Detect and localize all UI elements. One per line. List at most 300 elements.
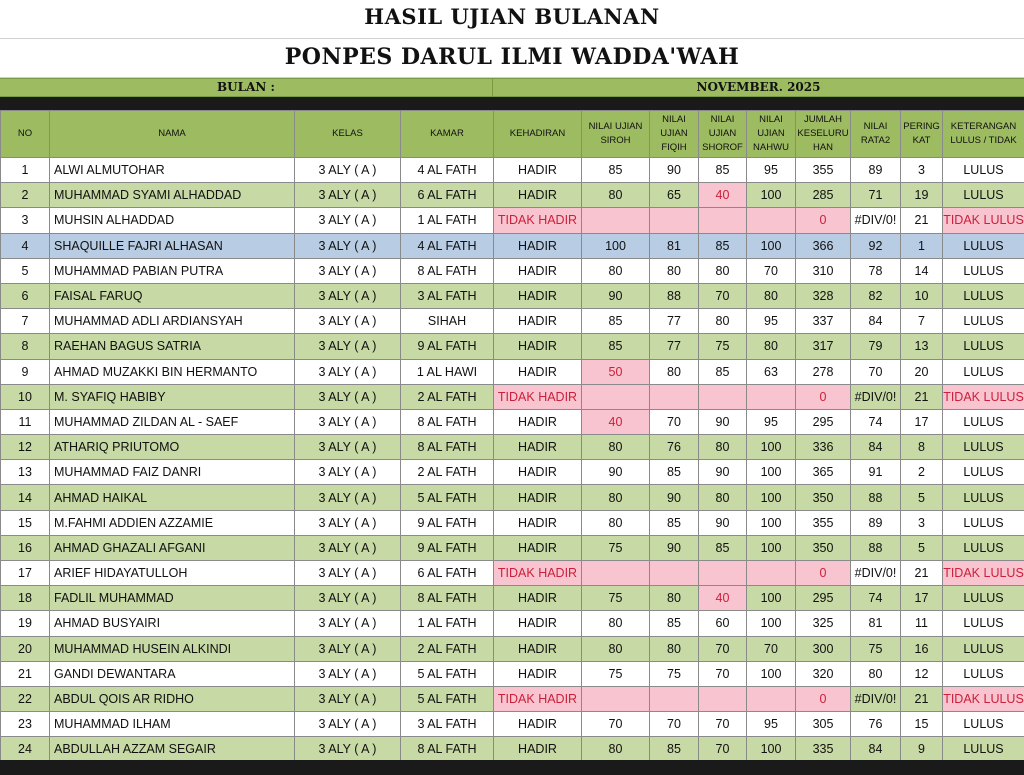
cell-kehadiran[interactable]: HADIR — [494, 636, 582, 661]
cell-no[interactable]: 23 — [1, 712, 50, 737]
cell-jumlah[interactable]: 295 — [796, 586, 851, 611]
cell-nahwu[interactable]: 100 — [747, 510, 796, 535]
cell-keterangan[interactable]: LULUS — [943, 183, 1024, 208]
cell-jumlah[interactable]: 355 — [796, 510, 851, 535]
cell-siroh[interactable]: 100 — [582, 233, 650, 258]
cell-shorof[interactable]: 85 — [699, 233, 747, 258]
cell-keterangan[interactable]: LULUS — [943, 258, 1024, 283]
cell-nama[interactable]: FAISAL FARUQ — [50, 283, 295, 308]
cell-nahwu[interactable] — [747, 384, 796, 409]
cell-shorof[interactable]: 40 — [699, 183, 747, 208]
cell-no[interactable]: 18 — [1, 586, 50, 611]
cell-fiqih[interactable]: 70 — [650, 409, 699, 434]
cell-nama[interactable]: M.FAHMI ADDIEN AZZAMIE — [50, 510, 295, 535]
cell-nama[interactable]: MUHAMMAD HUSEIN ALKINDI — [50, 636, 295, 661]
cell-keterangan[interactable]: LULUS — [943, 737, 1024, 762]
cell-fiqih[interactable]: 77 — [650, 334, 699, 359]
cell-kamar[interactable]: 2 AL FATH — [401, 636, 494, 661]
cell-siroh[interactable]: 80 — [582, 183, 650, 208]
cell-nama[interactable]: AHMAD BUSYAIRI — [50, 611, 295, 636]
cell-jumlah[interactable]: 366 — [796, 233, 851, 258]
cell-kehadiran[interactable]: HADIR — [494, 309, 582, 334]
cell-nama[interactable]: MUHAMMAD SYAMI ALHADDAD — [50, 183, 295, 208]
cell-nama[interactable]: MUHAMMAD ADLI ARDIANSYAH — [50, 309, 295, 334]
cell-no[interactable]: 5 — [1, 258, 50, 283]
cell-nahwu[interactable] — [747, 561, 796, 586]
cell-kelas[interactable]: 3 ALY ( A ) — [295, 712, 401, 737]
cell-fiqih[interactable]: 90 — [650, 485, 699, 510]
cell-siroh[interactable]: 85 — [582, 309, 650, 334]
cell-nama[interactable]: AHMAD HAIKAL — [50, 485, 295, 510]
cell-rata2[interactable]: 92 — [851, 233, 901, 258]
cell-keterangan[interactable]: LULUS — [943, 611, 1024, 636]
cell-siroh[interactable]: 80 — [582, 485, 650, 510]
cell-peringkat[interactable]: 13 — [901, 334, 943, 359]
cell-nahwu[interactable]: 100 — [747, 485, 796, 510]
cell-nama[interactable]: GANDI DEWANTARA — [50, 661, 295, 686]
header-siroh[interactable]: NILAI UJIAN SIROH — [582, 111, 650, 158]
cell-jumlah[interactable]: 0 — [796, 384, 851, 409]
cell-nama[interactable]: M. SYAFIQ HABIBY — [50, 384, 295, 409]
cell-peringkat[interactable]: 12 — [901, 661, 943, 686]
cell-kamar[interactable]: 5 AL FATH — [401, 661, 494, 686]
cell-jumlah[interactable]: 328 — [796, 283, 851, 308]
cell-nama[interactable]: AHMAD MUZAKKI BIN HERMANTO — [50, 359, 295, 384]
cell-keterangan[interactable]: LULUS — [943, 309, 1024, 334]
cell-kehadiran[interactable]: HADIR — [494, 258, 582, 283]
cell-rata2[interactable]: 82 — [851, 283, 901, 308]
cell-jumlah[interactable]: 355 — [796, 158, 851, 183]
cell-nahwu[interactable]: 100 — [747, 661, 796, 686]
cell-kehadiran[interactable]: HADIR — [494, 409, 582, 434]
cell-kelas[interactable]: 3 ALY ( A ) — [295, 208, 401, 233]
cell-nama[interactable]: SHAQUILLE FAJRI ALHASAN — [50, 233, 295, 258]
cell-nama[interactable]: ABDUL QOIS AR RIDHO — [50, 686, 295, 711]
cell-no[interactable]: 22 — [1, 686, 50, 711]
cell-peringkat[interactable]: 11 — [901, 611, 943, 636]
cell-rata2[interactable]: 79 — [851, 334, 901, 359]
cell-kehadiran[interactable]: HADIR — [494, 435, 582, 460]
cell-keterangan[interactable]: LULUS — [943, 712, 1024, 737]
cell-keterangan[interactable]: LULUS — [943, 283, 1024, 308]
cell-peringkat[interactable]: 2 — [901, 460, 943, 485]
cell-shorof[interactable]: 80 — [699, 258, 747, 283]
cell-kehadiran[interactable]: HADIR — [494, 485, 582, 510]
cell-shorof[interactable] — [699, 384, 747, 409]
cell-kelas[interactable]: 3 ALY ( A ) — [295, 586, 401, 611]
cell-kehadiran[interactable]: HADIR — [494, 183, 582, 208]
cell-no[interactable]: 9 — [1, 359, 50, 384]
cell-shorof[interactable]: 85 — [699, 158, 747, 183]
cell-jumlah[interactable]: 335 — [796, 737, 851, 762]
header-kamar[interactable]: KAMAR — [401, 111, 494, 158]
cell-keterangan[interactable]: LULUS — [943, 636, 1024, 661]
cell-fiqih[interactable] — [650, 384, 699, 409]
cell-shorof[interactable]: 85 — [699, 535, 747, 560]
cell-fiqih[interactable] — [650, 208, 699, 233]
cell-nahwu[interactable]: 100 — [747, 183, 796, 208]
cell-peringkat[interactable]: 14 — [901, 258, 943, 283]
cell-fiqih[interactable]: 70 — [650, 712, 699, 737]
cell-kamar[interactable]: 9 AL FATH — [401, 535, 494, 560]
cell-shorof[interactable]: 60 — [699, 611, 747, 636]
cell-kelas[interactable]: 3 ALY ( A ) — [295, 661, 401, 686]
cell-kamar[interactable]: 1 AL FATH — [401, 611, 494, 636]
header-keterangan[interactable]: KETERANGAN LULUS / TIDAK — [943, 111, 1024, 158]
cell-nahwu[interactable]: 95 — [747, 158, 796, 183]
cell-kamar[interactable]: SIHAH — [401, 309, 494, 334]
cell-peringkat[interactable]: 16 — [901, 636, 943, 661]
cell-shorof[interactable]: 80 — [699, 309, 747, 334]
cell-kehadiran[interactable]: HADIR — [494, 611, 582, 636]
cell-siroh[interactable]: 90 — [582, 460, 650, 485]
cell-keterangan[interactable]: LULUS — [943, 233, 1024, 258]
header-peringkat[interactable]: PERING KAT — [901, 111, 943, 158]
cell-peringkat[interactable]: 20 — [901, 359, 943, 384]
cell-kelas[interactable]: 3 ALY ( A ) — [295, 485, 401, 510]
cell-keterangan[interactable]: TIDAK LULUS — [943, 208, 1024, 233]
cell-jumlah[interactable]: 350 — [796, 535, 851, 560]
cell-peringkat[interactable]: 3 — [901, 158, 943, 183]
cell-no[interactable]: 16 — [1, 535, 50, 560]
cell-siroh[interactable] — [582, 561, 650, 586]
cell-kehadiran[interactable]: HADIR — [494, 737, 582, 762]
cell-kamar[interactable]: 6 AL FATH — [401, 561, 494, 586]
cell-kamar[interactable]: 9 AL FATH — [401, 510, 494, 535]
cell-shorof[interactable]: 70 — [699, 636, 747, 661]
cell-keterangan[interactable]: LULUS — [943, 460, 1024, 485]
cell-kelas[interactable]: 3 ALY ( A ) — [295, 510, 401, 535]
cell-keterangan[interactable]: LULUS — [943, 158, 1024, 183]
cell-siroh[interactable]: 80 — [582, 510, 650, 535]
cell-no[interactable]: 13 — [1, 460, 50, 485]
cell-nama[interactable]: FADLIL MUHAMMAD — [50, 586, 295, 611]
cell-jumlah[interactable]: 278 — [796, 359, 851, 384]
cell-no[interactable]: 1 — [1, 158, 50, 183]
cell-peringkat[interactable]: 21 — [901, 384, 943, 409]
cell-nahwu[interactable]: 100 — [747, 535, 796, 560]
cell-kamar[interactable]: 3 AL FATH — [401, 283, 494, 308]
cell-rata2[interactable]: 81 — [851, 611, 901, 636]
cell-kelas[interactable]: 3 ALY ( A ) — [295, 309, 401, 334]
cell-shorof[interactable]: 90 — [699, 460, 747, 485]
cell-siroh[interactable]: 80 — [582, 258, 650, 283]
cell-jumlah[interactable]: 320 — [796, 661, 851, 686]
cell-kamar[interactable]: 2 AL FATH — [401, 384, 494, 409]
cell-shorof[interactable]: 70 — [699, 737, 747, 762]
cell-kamar[interactable]: 8 AL FATH — [401, 409, 494, 434]
cell-peringkat[interactable]: 5 — [901, 535, 943, 560]
cell-peringkat[interactable]: 7 — [901, 309, 943, 334]
cell-kehadiran[interactable]: HADIR — [494, 586, 582, 611]
cell-siroh[interactable]: 40 — [582, 409, 650, 434]
cell-kehadiran[interactable]: HADIR — [494, 359, 582, 384]
header-nama[interactable]: NAMA — [50, 111, 295, 158]
cell-siroh[interactable]: 90 — [582, 283, 650, 308]
cell-rata2[interactable]: 89 — [851, 510, 901, 535]
cell-siroh[interactable] — [582, 208, 650, 233]
cell-jumlah[interactable]: 295 — [796, 409, 851, 434]
cell-no[interactable]: 3 — [1, 208, 50, 233]
cell-keterangan[interactable]: LULUS — [943, 409, 1024, 434]
cell-rata2[interactable]: 78 — [851, 258, 901, 283]
cell-kehadiran[interactable]: HADIR — [494, 661, 582, 686]
header-rata2[interactable]: NILAI RATA2 — [851, 111, 901, 158]
cell-fiqih[interactable]: 80 — [650, 636, 699, 661]
cell-fiqih[interactable]: 80 — [650, 359, 699, 384]
cell-kehadiran[interactable]: HADIR — [494, 535, 582, 560]
cell-kehadiran[interactable]: HADIR — [494, 510, 582, 535]
cell-no[interactable]: 11 — [1, 409, 50, 434]
cell-nahwu[interactable] — [747, 208, 796, 233]
cell-rata2[interactable]: 70 — [851, 359, 901, 384]
cell-no[interactable]: 4 — [1, 233, 50, 258]
cell-kamar[interactable]: 3 AL FATH — [401, 712, 494, 737]
cell-fiqih[interactable]: 80 — [650, 258, 699, 283]
cell-nama[interactable]: MUHAMMAD ILHAM — [50, 712, 295, 737]
cell-rata2[interactable]: #DIV/0! — [851, 561, 901, 586]
cell-no[interactable]: 19 — [1, 611, 50, 636]
cell-no[interactable]: 8 — [1, 334, 50, 359]
cell-rata2[interactable]: 84 — [851, 435, 901, 460]
cell-peringkat[interactable]: 1 — [901, 233, 943, 258]
cell-kehadiran[interactable]: TIDAK HADIR — [494, 561, 582, 586]
cell-jumlah[interactable]: 285 — [796, 183, 851, 208]
cell-kehadiran[interactable]: TIDAK HADIR — [494, 384, 582, 409]
cell-shorof[interactable]: 80 — [699, 435, 747, 460]
cell-fiqih[interactable]: 65 — [650, 183, 699, 208]
cell-rata2[interactable]: #DIV/0! — [851, 686, 901, 711]
cell-kehadiran[interactable]: HADIR — [494, 460, 582, 485]
cell-shorof[interactable]: 40 — [699, 586, 747, 611]
cell-shorof[interactable]: 70 — [699, 712, 747, 737]
cell-keterangan[interactable]: LULUS — [943, 334, 1024, 359]
cell-no[interactable]: 6 — [1, 283, 50, 308]
cell-siroh[interactable]: 85 — [582, 158, 650, 183]
cell-kehadiran[interactable]: HADIR — [494, 712, 582, 737]
cell-keterangan[interactable]: TIDAK LULUS — [943, 561, 1024, 586]
cell-rata2[interactable]: 89 — [851, 158, 901, 183]
cell-siroh[interactable]: 75 — [582, 661, 650, 686]
header-kelas[interactable]: KELAS — [295, 111, 401, 158]
cell-rata2[interactable]: #DIV/0! — [851, 384, 901, 409]
cell-no[interactable]: 20 — [1, 636, 50, 661]
cell-keterangan[interactable]: LULUS — [943, 359, 1024, 384]
cell-siroh[interactable]: 85 — [582, 334, 650, 359]
cell-kamar[interactable]: 4 AL FATH — [401, 158, 494, 183]
cell-kamar[interactable]: 8 AL FATH — [401, 435, 494, 460]
cell-shorof[interactable]: 90 — [699, 510, 747, 535]
cell-kamar[interactable]: 5 AL FATH — [401, 686, 494, 711]
cell-peringkat[interactable]: 15 — [901, 712, 943, 737]
header-no[interactable]: NO — [1, 111, 50, 158]
cell-jumlah[interactable]: 310 — [796, 258, 851, 283]
cell-nahwu[interactable] — [747, 686, 796, 711]
cell-no[interactable]: 14 — [1, 485, 50, 510]
cell-fiqih[interactable]: 85 — [650, 460, 699, 485]
cell-siroh[interactable]: 50 — [582, 359, 650, 384]
cell-fiqih[interactable]: 85 — [650, 737, 699, 762]
cell-kehadiran[interactable]: HADIR — [494, 158, 582, 183]
cell-kelas[interactable]: 3 ALY ( A ) — [295, 233, 401, 258]
cell-peringkat[interactable]: 3 — [901, 510, 943, 535]
cell-keterangan[interactable]: LULUS — [943, 510, 1024, 535]
cell-jumlah[interactable]: 365 — [796, 460, 851, 485]
cell-kehadiran[interactable]: HADIR — [494, 233, 582, 258]
cell-shorof[interactable]: 70 — [699, 661, 747, 686]
cell-nahwu[interactable]: 63 — [747, 359, 796, 384]
cell-keterangan[interactable]: LULUS — [943, 535, 1024, 560]
cell-no[interactable]: 21 — [1, 661, 50, 686]
cell-fiqih[interactable]: 85 — [650, 510, 699, 535]
cell-fiqih[interactable] — [650, 686, 699, 711]
cell-kehadiran[interactable]: TIDAK HADIR — [494, 686, 582, 711]
cell-fiqih[interactable]: 90 — [650, 535, 699, 560]
cell-fiqih[interactable] — [650, 561, 699, 586]
cell-nahwu[interactable]: 100 — [747, 586, 796, 611]
cell-kamar[interactable]: 4 AL FATH — [401, 233, 494, 258]
cell-rata2[interactable]: 71 — [851, 183, 901, 208]
cell-nahwu[interactable]: 80 — [747, 283, 796, 308]
header-fiqih[interactable]: NILAI UJIAN FIQIH — [650, 111, 699, 158]
cell-kelas[interactable]: 3 ALY ( A ) — [295, 359, 401, 384]
cell-nama[interactable]: MUHAMMAD ZILDAN AL - SAEF — [50, 409, 295, 434]
cell-jumlah[interactable]: 0 — [796, 686, 851, 711]
header-kehadiran[interactable]: KEHADIRAN — [494, 111, 582, 158]
cell-no[interactable]: 2 — [1, 183, 50, 208]
cell-kelas[interactable]: 3 ALY ( A ) — [295, 283, 401, 308]
cell-kelas[interactable]: 3 ALY ( A ) — [295, 258, 401, 283]
cell-jumlah[interactable]: 300 — [796, 636, 851, 661]
cell-jumlah[interactable]: 305 — [796, 712, 851, 737]
cell-keterangan[interactable]: LULUS — [943, 661, 1024, 686]
cell-jumlah[interactable]: 317 — [796, 334, 851, 359]
cell-nama[interactable]: MUHAMMAD PABIAN PUTRA — [50, 258, 295, 283]
cell-fiqih[interactable]: 85 — [650, 611, 699, 636]
cell-rata2[interactable]: 88 — [851, 535, 901, 560]
cell-peringkat[interactable]: 9 — [901, 737, 943, 762]
cell-kelas[interactable]: 3 ALY ( A ) — [295, 737, 401, 762]
cell-no[interactable]: 15 — [1, 510, 50, 535]
cell-peringkat[interactable]: 5 — [901, 485, 943, 510]
cell-no[interactable]: 17 — [1, 561, 50, 586]
cell-no[interactable]: 24 — [1, 737, 50, 762]
cell-siroh[interactable]: 80 — [582, 737, 650, 762]
cell-kelas[interactable]: 3 ALY ( A ) — [295, 611, 401, 636]
cell-keterangan[interactable]: TIDAK LULUS — [943, 384, 1024, 409]
cell-nahwu[interactable]: 95 — [747, 409, 796, 434]
cell-kelas[interactable]: 3 ALY ( A ) — [295, 334, 401, 359]
cell-kehadiran[interactable]: HADIR — [494, 334, 582, 359]
cell-jumlah[interactable]: 0 — [796, 561, 851, 586]
cell-shorof[interactable]: 75 — [699, 334, 747, 359]
cell-no[interactable]: 7 — [1, 309, 50, 334]
cell-kelas[interactable]: 3 ALY ( A ) — [295, 158, 401, 183]
cell-kelas[interactable]: 3 ALY ( A ) — [295, 435, 401, 460]
cell-jumlah[interactable]: 0 — [796, 208, 851, 233]
cell-shorof[interactable] — [699, 686, 747, 711]
cell-siroh[interactable] — [582, 686, 650, 711]
cell-jumlah[interactable]: 325 — [796, 611, 851, 636]
cell-shorof[interactable] — [699, 561, 747, 586]
cell-shorof[interactable] — [699, 208, 747, 233]
cell-rata2[interactable]: 74 — [851, 586, 901, 611]
cell-kamar[interactable]: 8 AL FATH — [401, 586, 494, 611]
header-shorof[interactable]: NILAI UJIAN SHOROF — [699, 111, 747, 158]
cell-siroh[interactable] — [582, 384, 650, 409]
cell-peringkat[interactable]: 8 — [901, 435, 943, 460]
cell-shorof[interactable]: 70 — [699, 283, 747, 308]
cell-shorof[interactable]: 85 — [699, 359, 747, 384]
cell-shorof[interactable]: 80 — [699, 485, 747, 510]
cell-nahwu[interactable]: 100 — [747, 737, 796, 762]
cell-nahwu[interactable]: 70 — [747, 636, 796, 661]
cell-nahwu[interactable]: 70 — [747, 258, 796, 283]
cell-fiqih[interactable]: 90 — [650, 158, 699, 183]
cell-peringkat[interactable]: 17 — [901, 409, 943, 434]
cell-siroh[interactable]: 80 — [582, 636, 650, 661]
cell-kehadiran[interactable]: HADIR — [494, 283, 582, 308]
cell-jumlah[interactable]: 336 — [796, 435, 851, 460]
cell-kelas[interactable]: 3 ALY ( A ) — [295, 686, 401, 711]
cell-rata2[interactable]: 80 — [851, 661, 901, 686]
cell-rata2[interactable]: #DIV/0! — [851, 208, 901, 233]
cell-nama[interactable]: RAEHAN BAGUS SATRIA — [50, 334, 295, 359]
cell-nahwu[interactable]: 100 — [747, 460, 796, 485]
cell-nama[interactable]: ALWI ALMUTOHAR — [50, 158, 295, 183]
cell-fiqih[interactable]: 75 — [650, 661, 699, 686]
cell-kamar[interactable]: 8 AL FATH — [401, 258, 494, 283]
cell-keterangan[interactable]: LULUS — [943, 586, 1024, 611]
cell-kehadiran[interactable]: TIDAK HADIR — [494, 208, 582, 233]
cell-peringkat[interactable]: 21 — [901, 208, 943, 233]
cell-kamar[interactable]: 9 AL FATH — [401, 334, 494, 359]
cell-kelas[interactable]: 3 ALY ( A ) — [295, 636, 401, 661]
cell-rata2[interactable]: 75 — [851, 636, 901, 661]
cell-kelas[interactable]: 3 ALY ( A ) — [295, 183, 401, 208]
cell-nahwu[interactable]: 100 — [747, 233, 796, 258]
cell-nahwu[interactable]: 100 — [747, 611, 796, 636]
cell-peringkat[interactable]: 10 — [901, 283, 943, 308]
cell-fiqih[interactable]: 80 — [650, 586, 699, 611]
cell-kelas[interactable]: 3 ALY ( A ) — [295, 535, 401, 560]
cell-rata2[interactable]: 76 — [851, 712, 901, 737]
cell-kelas[interactable]: 3 ALY ( A ) — [295, 460, 401, 485]
cell-keterangan[interactable]: LULUS — [943, 485, 1024, 510]
cell-rata2[interactable]: 74 — [851, 409, 901, 434]
cell-nama[interactable]: ABDULLAH AZZAM SEGAIR — [50, 737, 295, 762]
cell-keterangan[interactable]: TIDAK LULUS — [943, 686, 1024, 711]
cell-siroh[interactable]: 75 — [582, 535, 650, 560]
cell-peringkat[interactable]: 21 — [901, 561, 943, 586]
cell-shorof[interactable]: 90 — [699, 409, 747, 434]
cell-rata2[interactable]: 88 — [851, 485, 901, 510]
cell-peringkat[interactable]: 17 — [901, 586, 943, 611]
cell-nahwu[interactable]: 95 — [747, 309, 796, 334]
month-value[interactable]: NOVEMBER. 2025 — [696, 80, 821, 94]
cell-peringkat[interactable]: 19 — [901, 183, 943, 208]
cell-fiqih[interactable]: 88 — [650, 283, 699, 308]
header-nahwu[interactable]: NILAI UJIAN NAHWU — [747, 111, 796, 158]
cell-jumlah[interactable]: 350 — [796, 485, 851, 510]
cell-peringkat[interactable]: 21 — [901, 686, 943, 711]
cell-rata2[interactable]: 91 — [851, 460, 901, 485]
cell-rata2[interactable]: 84 — [851, 737, 901, 762]
cell-nama[interactable]: AHMAD GHAZALI AFGANI — [50, 535, 295, 560]
cell-kamar[interactable]: 1 AL HAWI — [401, 359, 494, 384]
cell-no[interactable]: 10 — [1, 384, 50, 409]
cell-no[interactable]: 12 — [1, 435, 50, 460]
